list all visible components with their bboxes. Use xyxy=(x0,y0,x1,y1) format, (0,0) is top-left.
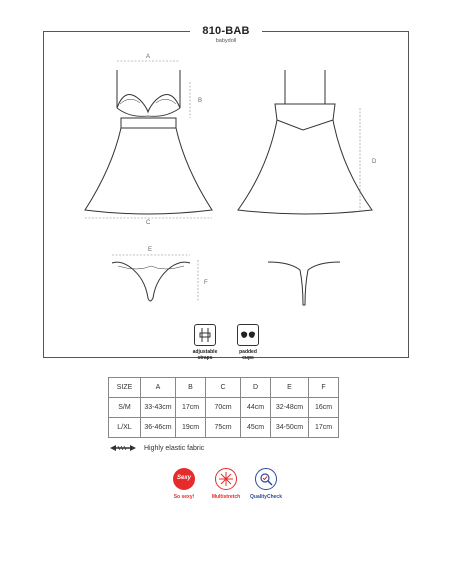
feature-adjustable-straps xyxy=(185,324,225,361)
dim-label-d: D xyxy=(372,159,377,165)
table-cell: 34-50cm xyxy=(271,418,309,438)
feature-label: padded cups xyxy=(239,349,257,361)
badge-label: QualityCheck xyxy=(250,494,282,500)
feature-padded-cups xyxy=(228,324,268,361)
dim-label-c: C xyxy=(146,220,151,226)
back-babydoll-drawing xyxy=(238,70,372,214)
table-header: SIZE xyxy=(109,378,141,398)
so-sexy-icon: Sexy xyxy=(173,468,195,490)
dim-label-b: B xyxy=(198,98,203,104)
adjustable-straps-icon xyxy=(194,324,216,346)
table-row xyxy=(109,398,339,418)
fabric-note xyxy=(108,444,204,452)
stretch-arrow-icon xyxy=(108,444,138,452)
product-code: 810-BAB xyxy=(202,25,250,37)
dim-label-a: A xyxy=(146,54,151,60)
feature-label: adjustable straps xyxy=(192,349,218,361)
padded-cups-icon xyxy=(237,324,259,346)
table-header: F xyxy=(309,378,339,398)
table-cell: 45cm xyxy=(241,418,271,438)
table-header: B xyxy=(176,378,206,398)
table-header: A xyxy=(141,378,176,398)
table-cell: 17cm xyxy=(309,418,339,438)
size-table xyxy=(108,377,339,438)
back-thong-drawing xyxy=(268,262,340,305)
table-header-row xyxy=(109,378,339,398)
badge-label: So sexy! xyxy=(173,494,195,500)
table-cell: S/M xyxy=(109,398,141,418)
table-cell: 19cm xyxy=(176,418,206,438)
front-babydoll-drawing xyxy=(85,70,212,214)
table-cell: 32-48cm xyxy=(271,398,309,418)
table-header: E xyxy=(271,378,309,398)
badge-quality-check xyxy=(236,468,296,500)
table-cell: 70cm xyxy=(206,398,241,418)
table-cell: 36-46cm xyxy=(141,418,176,438)
table-cell: L/XL xyxy=(109,418,141,438)
badge-label: Multistretch xyxy=(211,494,241,500)
table-header: D xyxy=(241,378,271,398)
table-cell: 33-43cm xyxy=(141,398,176,418)
table-cell: 44cm xyxy=(241,398,271,418)
table-cell: 16cm xyxy=(309,398,339,418)
dim-label-e: E xyxy=(148,247,153,253)
quality-check-icon xyxy=(255,468,277,490)
front-thong-drawing xyxy=(112,262,190,301)
multistretch-icon xyxy=(215,468,237,490)
dim-label-f: F xyxy=(204,280,208,286)
table-header: C xyxy=(206,378,241,398)
table-row xyxy=(109,418,339,438)
table-cell: 75cm xyxy=(206,418,241,438)
fabric-note-text: Highly elastic fabric xyxy=(144,444,205,452)
product-type: babydoll xyxy=(215,38,237,44)
table-cell: 17cm xyxy=(176,398,206,418)
